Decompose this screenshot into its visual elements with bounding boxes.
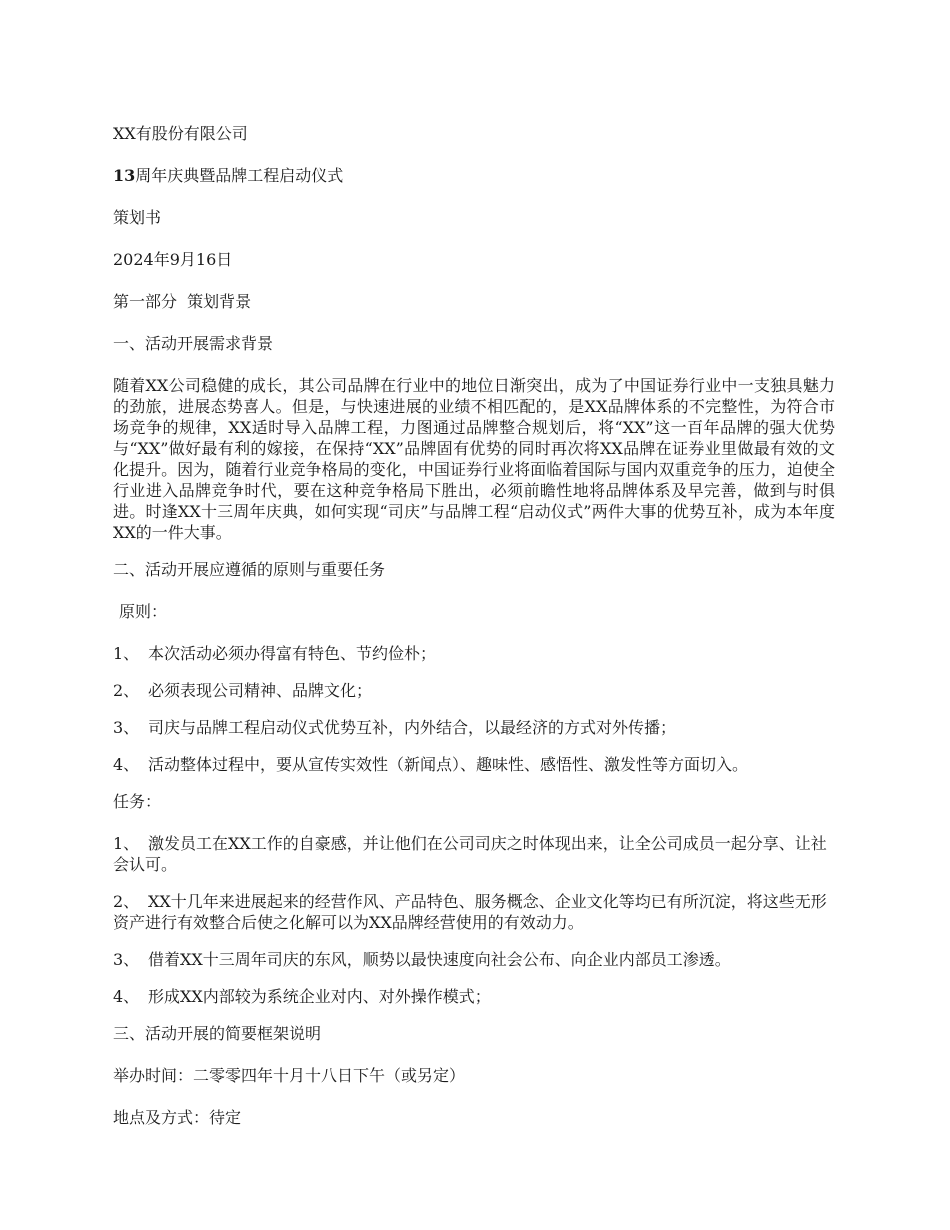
list-number: 3、	[113, 718, 140, 737]
title-text: 周年庆典暨品牌工程启动仪式	[135, 166, 344, 185]
list-item	[113, 754, 835, 775]
principles-label: 原则：	[119, 602, 168, 621]
list-text: 必须表现公司精神、品牌文化；	[148, 681, 373, 700]
list-item	[113, 717, 835, 738]
list-item	[113, 833, 835, 875]
document-type: 策划书	[113, 208, 162, 227]
title-number: 13	[113, 166, 136, 185]
list-number: 4、	[113, 755, 140, 774]
event-place: 地点及方式：待定	[113, 1108, 242, 1127]
list-text: 司庆与品牌工程启动仪式优势互补，内外结合，以最经济的方式对外传播；	[148, 718, 677, 737]
list-item	[113, 643, 835, 664]
company-name: XX有股份有限公司	[113, 124, 248, 143]
list-item	[113, 680, 835, 701]
tasks-label: 任务：	[113, 792, 162, 811]
list-text: 激发员工在XX工作的自豪感，并让他们在公司司庆之时体现出来，让全公司成员一起分享、让社会认可。	[113, 834, 827, 874]
list-number: 3、	[113, 950, 140, 969]
list-number: 1、	[113, 644, 140, 663]
list-text: 形成XX内部较为系统企业对内、对外操作模式；	[148, 987, 491, 1006]
section-heading-2: 二、活动开展应遵循的原则与重要任务	[113, 560, 386, 579]
list-number: 4、	[113, 987, 140, 1006]
tasks-list	[113, 833, 835, 1007]
list-item	[113, 949, 835, 970]
list-text: 活动整体过程中，要从宣传实效性（新闻点）、趣味性、感悟性、激发性等方面切入。	[148, 755, 749, 774]
section-heading-3: 三、活动开展的简要框架说明	[113, 1024, 322, 1043]
list-text: XX十几年来进展起来的经营作风、产品特色、服务概念、企业文化等均已有所沉淀，将这些无形资产进行有效整合后使之化解可以为XX品牌经营使用的有效动力。	[113, 892, 827, 932]
event-time: 举办时间：二零零四年十月十八日下午（或另定）	[113, 1066, 466, 1085]
principles-list	[113, 643, 835, 775]
list-number: 2、	[113, 681, 140, 700]
document-body	[113, 123, 835, 1149]
list-number: 2、	[113, 892, 140, 911]
part-heading: 第一部分 策划背景	[113, 292, 252, 311]
list-number: 1、	[113, 834, 140, 853]
section-1-body: 随着XX公司稳健的成长，其公司品牌在行业中的地位日渐突出，成为了中国证券行业中一支独具魅力的劲旅，进展态势喜人。但是，与快速进展的业绩不相匹配的，是XX品牌体系的不完整性，为符合市场竞争的规律，XX适时导入品牌工程，力图通过品牌整合规划后，将“XX”这一百年品牌的强大优势与“XX”做好最有利的嫁接，在保持“XX”品牌固有优势的同时再次将XX品牌在证券业里做最有效的文化提升。因为，随着行业竞争格局的变化，中国证券行业将面临着国际与国内双重竞争的压力，迫使全行业进入品牌竞争时代，要在这种竞争格局下胜出，必须前瞻性地将品牌体系及早完善，做到与时俱进。时逢XX十三周年庆典，如何实现“司庆”与品牌工程“启动仪式”两件大事的优势互补，成为本年度XX的一件大事。	[113, 376, 835, 542]
list-item	[113, 986, 835, 1007]
list-text: 借着XX十三周年司庆的东风，顺势以最快速度向社会公布、向企业内部员工渗透。	[148, 950, 731, 969]
document-date: 2024年9月16日	[113, 250, 233, 269]
list-item	[113, 891, 835, 933]
list-text: 本次活动必须办得富有特色、节约俭朴；	[148, 644, 437, 663]
section-heading-1: 一、活动开展需求背景	[113, 334, 274, 353]
document-title	[113, 165, 835, 187]
